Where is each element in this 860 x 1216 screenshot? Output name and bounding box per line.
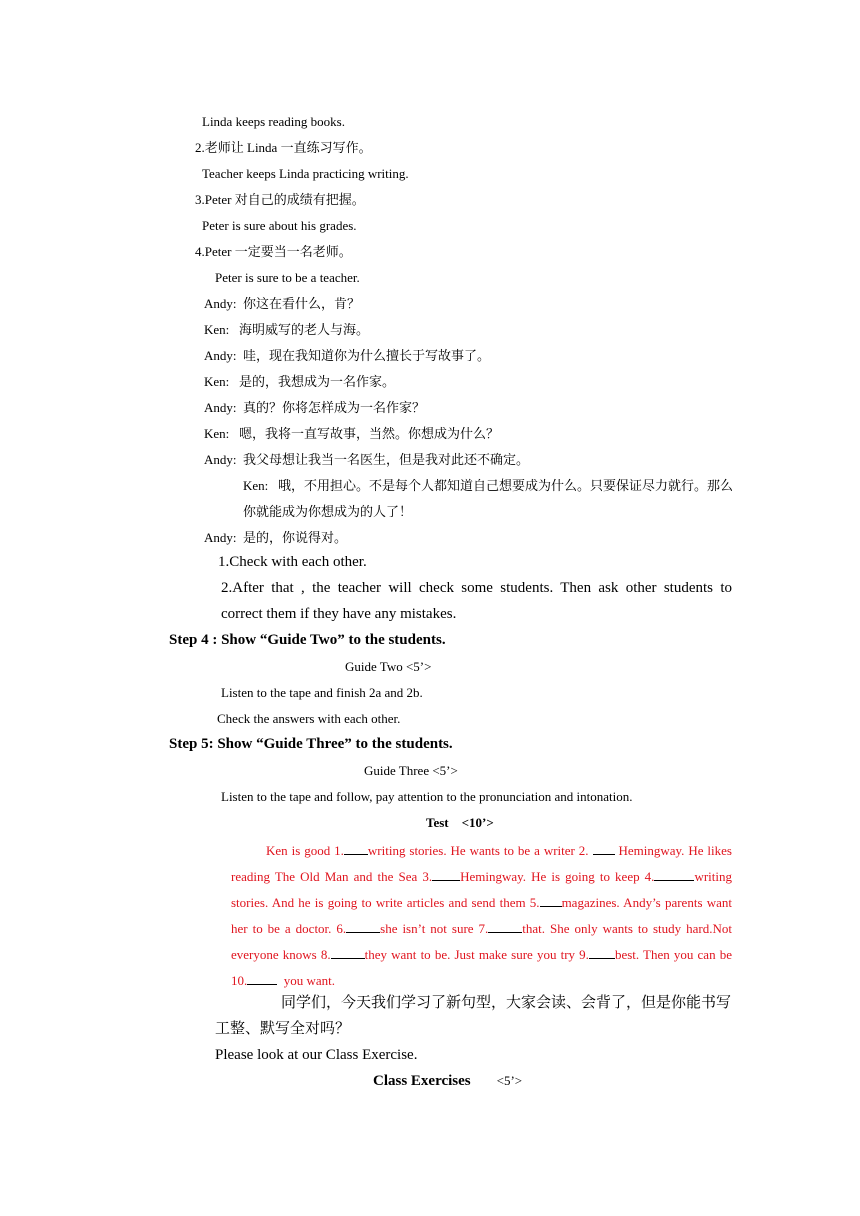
passage-text: Hemingway. He is going to keep 4. xyxy=(460,869,655,884)
dialogue-text: 你就能成为你想成为的人了！ xyxy=(243,504,413,519)
dialogue-text: 哇，现在我知道你为什么擅长于写故事了。 xyxy=(243,348,491,363)
class-exercises-heading xyxy=(373,1074,522,1089)
example-prompt: 4.Peter 一定要当一名老师。 xyxy=(195,244,352,259)
dialogue-text: 我父母想让我当一名医生，但是我对此还不确定。 xyxy=(243,452,530,467)
passage-text: she isn’t not sure 7. xyxy=(380,921,489,936)
dialogue-speaker: Andy: xyxy=(204,400,237,415)
dialogue-line xyxy=(204,297,360,310)
test-title: Test xyxy=(426,815,449,830)
dialogue-text: 哦，不用担心。不是每个人都知道自己想要成为什么。只要保证尽力就行。那么 xyxy=(278,478,734,493)
dialogue-speaker: Ken: xyxy=(204,322,230,337)
answer-blank-3[interactable] xyxy=(432,868,460,881)
test-passage-line xyxy=(231,920,732,935)
answer-blank-6[interactable] xyxy=(346,920,380,933)
passage-text: everyone knows 8. xyxy=(231,947,331,962)
test-passage-line xyxy=(231,972,335,987)
dialogue-text: 你这在看什么，肯？ xyxy=(243,296,361,311)
answer-blank-1[interactable] xyxy=(344,842,368,855)
example-prompt: 2.老师让 Linda 一直练习写作。 xyxy=(195,140,372,155)
dialogue-line xyxy=(204,323,369,336)
guide-two-title: Guide Two <5’> xyxy=(345,659,432,674)
dialogue-line xyxy=(204,349,490,362)
answer-blank-4[interactable] xyxy=(654,868,694,881)
answer-blank-10[interactable] xyxy=(247,972,277,985)
passage-text: her to be a doctor. 6. xyxy=(231,921,347,936)
dialogue-line xyxy=(204,401,425,414)
answer-blank-7[interactable] xyxy=(488,920,522,933)
test-time: <10’> xyxy=(461,815,494,830)
check-item-2: 2.After that , the teacher will check some students. Then ask other students to xyxy=(221,580,732,596)
dialogue-line xyxy=(243,479,733,492)
dialogue-line xyxy=(204,531,347,544)
example-prompt: 3.Peter 对自己的成绩有把握。 xyxy=(195,192,365,207)
dialogue-speaker: Andy: xyxy=(204,452,237,467)
guide-two-instruction: Check the answers with each other. xyxy=(217,711,401,726)
dialogue-line xyxy=(204,375,395,388)
dialogue-text: 是的，我想成为一名作家。 xyxy=(239,374,396,389)
passage-text: magazines. Andy’s parents want xyxy=(561,895,732,910)
dialogue-line xyxy=(243,505,412,518)
dialogue-speaker: Andy: xyxy=(204,296,237,311)
test-heading xyxy=(426,816,494,829)
step-5-heading: Step 5: Show “Guide Three” to the students. xyxy=(169,736,453,752)
class-exercises-time: <5’> xyxy=(496,1073,523,1088)
closing-english: Please look at our Class Exercise. xyxy=(215,1047,418,1063)
dialogue-speaker: Andy: xyxy=(204,530,237,545)
guide-two-instruction: Listen to the tape and finish 2a and 2b. xyxy=(221,685,423,700)
dialogue-text: 是的，你说得对。 xyxy=(243,530,348,545)
example-sentence: Teacher keeps Linda practicing writing. xyxy=(202,166,409,181)
dialogue-speaker: Ken: xyxy=(243,478,269,493)
passage-text: they want to be. Just make sure you try 9. xyxy=(364,947,589,962)
guide-three-title: Guide Three <5’> xyxy=(364,763,458,778)
passage-text: stories. And he is going to write articles and send them 5. xyxy=(231,895,540,910)
passage-text: best. Then you can be xyxy=(614,947,732,962)
dialogue-text: 真的？你将怎样成为一名作家？ xyxy=(243,400,426,415)
example-sentence: Peter is sure about his grades. xyxy=(202,218,357,233)
test-passage-line xyxy=(231,946,732,961)
check-item-2-cont: correct them if they have any mistakes. xyxy=(221,606,457,622)
passage-text: Hemingway. He likes xyxy=(618,843,732,858)
closing-chinese: 同学们，今天我们学习了新句型，大家会读、会背了，但是你能书写 xyxy=(281,995,732,1011)
dialogue-text: 嗯，我将一直写故事，当然。你想成为什么？ xyxy=(239,426,500,441)
passage-text: Ken is good 1. xyxy=(266,843,344,858)
closing-chinese: 工整、默写全对吗？ xyxy=(215,1021,351,1037)
dialogue-speaker: Ken: xyxy=(204,426,230,441)
test-passage-line xyxy=(231,868,732,883)
test-passage-line xyxy=(266,842,732,857)
dialogue-speaker: Ken: xyxy=(204,374,230,389)
answer-blank-5[interactable] xyxy=(540,894,562,907)
guide-three-instruction: Listen to the tape and follow, pay attention to the pronunciation and intonation. xyxy=(221,789,633,804)
passage-text: reading The Old Man and the Sea 3. xyxy=(231,869,433,884)
answer-blank-2[interactable] xyxy=(593,842,615,855)
passage-text: that. She only wants to study hard.Not xyxy=(522,921,732,936)
test-passage-line xyxy=(231,894,732,909)
dialogue-speaker: Andy: xyxy=(204,348,237,363)
dialogue-line xyxy=(204,427,499,440)
passage-text: you want. xyxy=(283,973,336,988)
check-item-1: 1.Check with each other. xyxy=(218,554,367,570)
class-exercises-title: Class Exercises xyxy=(373,1073,471,1089)
example-sentence: Peter is sure to be a teacher. xyxy=(215,270,360,285)
step-4-heading: Step 4 : Show “Guide Two” to the students. xyxy=(169,632,446,648)
passage-text: writing xyxy=(694,869,732,884)
answer-blank-9[interactable] xyxy=(589,946,615,959)
dialogue-text: 海明威写的老人与海。 xyxy=(239,322,370,337)
passage-text: writing stories. He wants to be a writer 2. xyxy=(367,843,589,858)
example-sentence: Linda keeps reading books. xyxy=(202,114,345,129)
dialogue-line xyxy=(204,453,529,466)
passage-text: 10. xyxy=(231,973,248,988)
answer-blank-8[interactable] xyxy=(331,946,365,959)
